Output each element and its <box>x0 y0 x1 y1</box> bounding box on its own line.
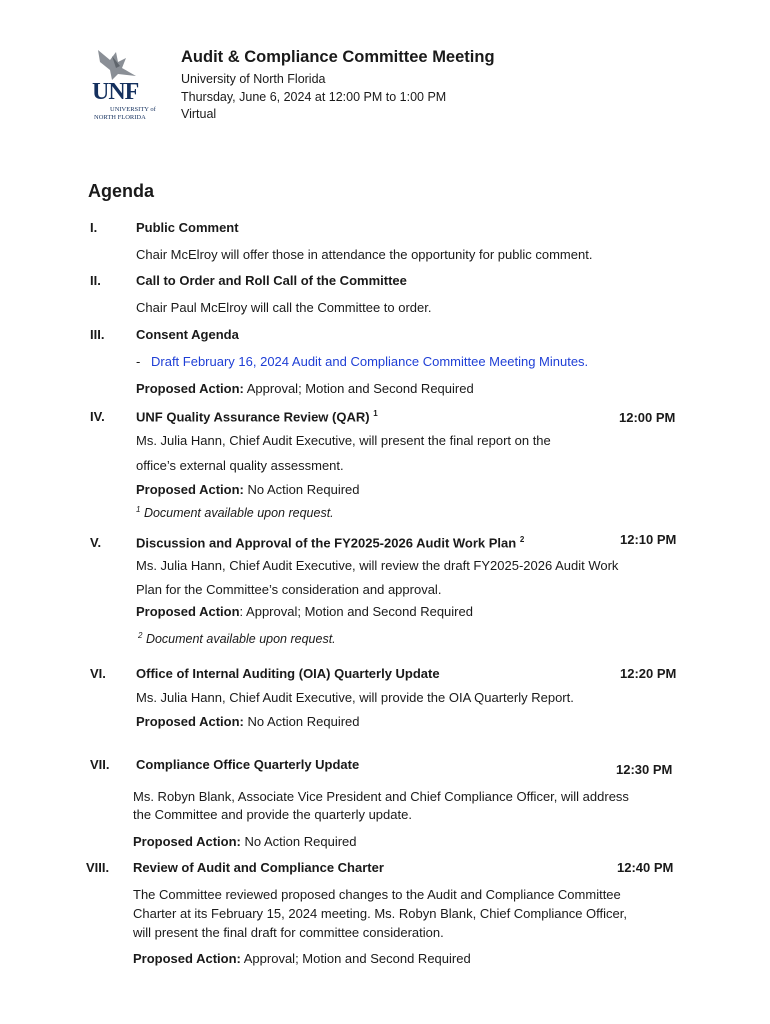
item-title: Consent Agenda <box>136 327 239 342</box>
item-description: Ms. Julia Hann, Chief Audit Executive, will provide the OIA Quarterly Report. <box>136 690 574 705</box>
item-number: VIII. <box>86 860 110 875</box>
proposed-action-label: Proposed Action: <box>136 381 244 396</box>
item-number: IV. <box>90 409 105 424</box>
item-number: II. <box>90 273 101 288</box>
item-description-line: Charter at its February 15, 2024 meeting. Ms. Robyn Blank, Chief Compliance Officer, <box>133 906 627 921</box>
item-description: Chair McElroy will offer those in attendance the opportunity for public comment. <box>136 247 593 262</box>
footnote-marker: 2 <box>138 631 143 640</box>
osprey-icon <box>96 46 142 82</box>
item-description-line: Ms. Robyn Blank, Associate Vice President and Chief Compliance Officer, will address <box>133 789 629 804</box>
proposed-action-value: Approval; Motion and Second Required <box>246 381 474 396</box>
item-description-line: office’s external quality assessment. <box>136 458 344 473</box>
item-title <box>136 409 378 424</box>
proposed-action-value: No Action Required <box>247 482 360 497</box>
item-description-line: Ms. Julia Hann, Chief Audit Executive, will present the final report on the <box>136 433 551 448</box>
logo-subtitle <box>94 106 156 122</box>
item-number: VI. <box>90 666 106 681</box>
item-time: 12:10 PM <box>620 532 677 547</box>
proposed-action <box>136 482 360 497</box>
footnote-marker: 1 <box>136 505 141 514</box>
proposed-action-label: Proposed Action <box>136 604 240 619</box>
item-number: V. <box>90 535 102 550</box>
proposed-action-label: Proposed Action: <box>136 714 244 729</box>
logo-wordmark: UNF <box>92 79 139 105</box>
proposed-action-label: Proposed Action: <box>133 951 241 966</box>
logo-subtitle-line1: UNIVERSITY of <box>110 106 156 113</box>
item-description-line: Plan for the Committee’s consideration and approval. <box>136 582 442 597</box>
item-title <box>136 535 524 550</box>
item-title: Compliance Office Quarterly Update <box>136 757 360 772</box>
item-title-text: Discussion and Approval of the FY2025-2026 Audit Work Plan <box>136 535 517 551</box>
item-number: III. <box>90 327 105 342</box>
footnote-text: Document available upon request. <box>143 506 334 521</box>
item-title-text: UNF Quality Assurance Review (QAR) <box>136 409 370 425</box>
item-number: I. <box>90 220 98 235</box>
footnote <box>136 505 334 520</box>
item-description-line: The Committee reviewed proposed changes to the Audit and Compliance Committee <box>133 887 621 902</box>
proposed-action <box>136 714 360 729</box>
institution: University of North Florida <box>181 72 326 86</box>
footnote-marker: 2 <box>519 535 525 544</box>
proposed-action-label: Proposed Action: <box>133 834 241 849</box>
item-time: 12:30 PM <box>616 762 673 777</box>
item-description-line: Ms. Julia Hann, Chief Audit Executive, will review the draft FY2025-2026 Audit Work <box>136 558 619 573</box>
proposed-action <box>136 381 474 396</box>
proposed-action <box>133 951 471 966</box>
proposed-action-label: Proposed Action: <box>136 482 244 497</box>
item-title: Review of Audit and Compliance Charter <box>133 860 384 875</box>
footnote-text: Document available upon request. <box>145 632 336 647</box>
item-title: Public Comment <box>136 220 239 235</box>
meeting-datetime: Thursday, June 6, 2024 at 12:00 PM to 1:00 PM <box>181 90 447 104</box>
item-time: 12:00 PM <box>619 410 676 425</box>
footnote <box>138 631 336 646</box>
unf-logo <box>90 46 156 124</box>
meeting-title: Audit & Compliance Committee Meeting <box>181 48 495 66</box>
proposed-action <box>133 834 357 849</box>
logo-subtitle-line2: NORTH FLORIDA <box>94 114 146 121</box>
item-description: Chair Paul McElroy will call the Committee to order. <box>136 300 432 315</box>
proposed-action-value: : Approval; Motion and Second Required <box>239 604 473 619</box>
item-description-line: will present the final draft for committee consideration. <box>133 925 444 940</box>
item-description-line: the Committee and provide the quarterly update. <box>133 807 412 822</box>
proposed-action-value: No Action Required <box>244 834 357 849</box>
item-time: 12:20 PM <box>620 666 677 681</box>
proposed-action-value: Approval; Motion and Second Required <box>243 951 471 966</box>
item-time: 12:40 PM <box>617 860 674 875</box>
proposed-action <box>136 604 473 619</box>
footnote-marker: 1 <box>373 409 378 418</box>
proposed-action-value: No Action Required <box>247 714 360 729</box>
minutes-link[interactable]: Draft February 16, 2024 Audit and Compliance Committee Meeting Minutes. <box>151 354 589 369</box>
list-bullet: - <box>136 354 141 369</box>
item-title: Office of Internal Auditing (OIA) Quarterly Update <box>136 666 440 681</box>
item-number: VII. <box>90 757 110 772</box>
agenda-heading: Agenda <box>88 181 155 201</box>
meeting-location: Virtual <box>181 107 217 121</box>
item-title: Call to Order and Roll Call of the Committee <box>136 273 407 288</box>
